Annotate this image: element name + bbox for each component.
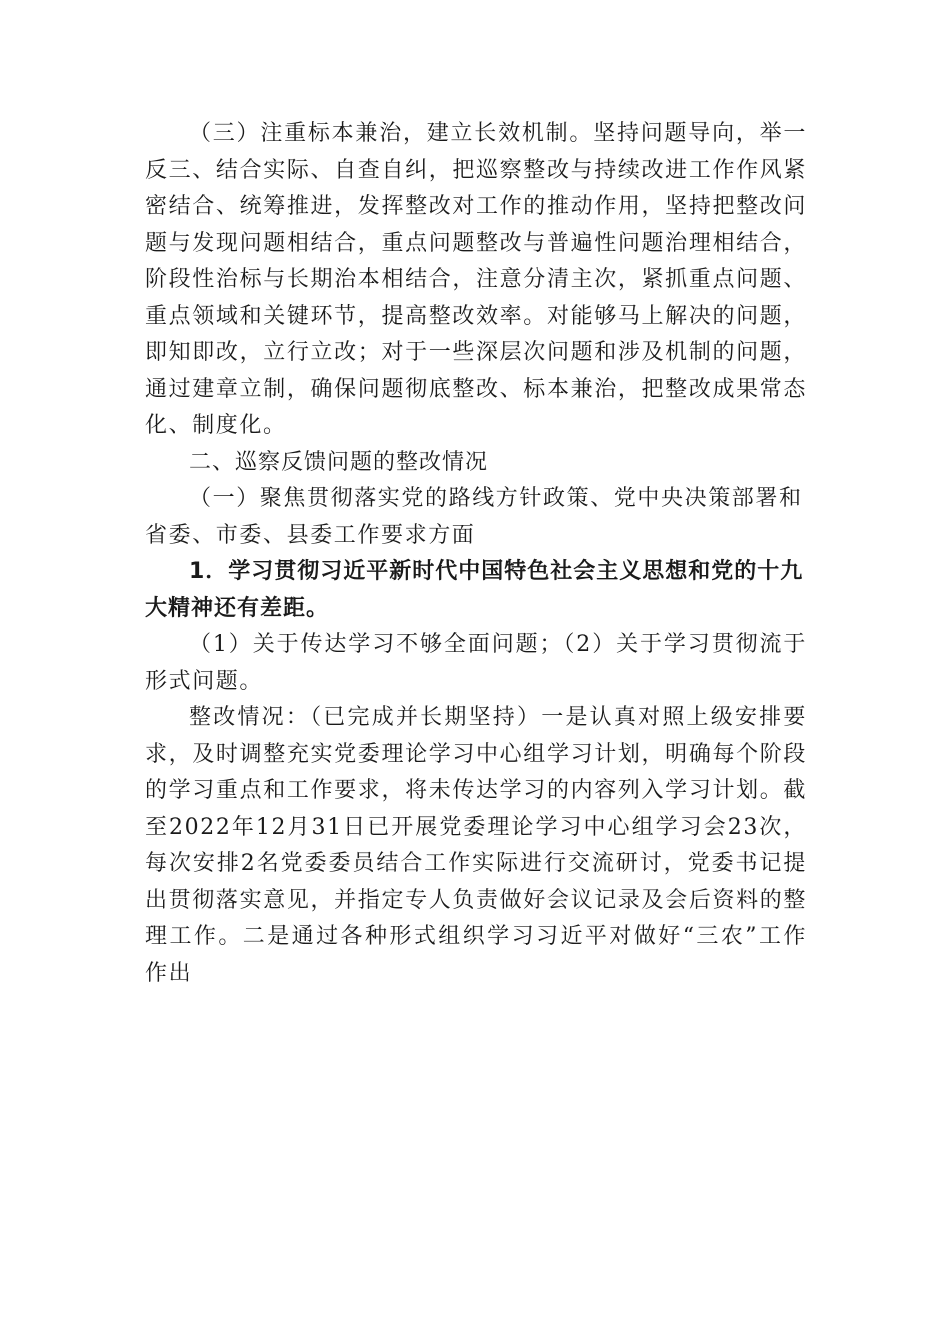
paragraph-lead: （三）注重标本兼治，建立长效机制。 — [189, 121, 594, 146]
subsection-heading-policy-implementation: （一）聚焦贯彻落实党的路线方针政策、党中央决策部署和省委、市委、县委工作要求方面 — [145, 486, 803, 548]
paragraph-rectification-status: 整改情况：（已完成并长期坚持）一是认真对照上级安排要求，及时调整充实党委理论学习中心组学习计划，明确每个阶段的学习重点和工作要求，将未传达学习的内容列入学习计划。截至2022年12月31日已开展党委理论学习中心组学习会23次，每次安排2名党委委员结合工作实际进行交流研讨，党委书记提出贯彻落实意见，并指定专人负责做好会议记录及会后资料的整理工作。二是通过各种形式组织学习习近平对做好“三农”工作作出 — [145, 705, 807, 986]
paragraph-issues-list: （1）关于传达学习不够全面问题；（2）关于学习贯彻流于形式问题。 — [145, 632, 807, 694]
section-heading-rectification-status: 二、巡察反馈问题的整改情况 — [189, 449, 489, 475]
paragraph-body: 坚持问题导向，举一反三、结合实际、自查自纠，把巡察整改与持续改进工作作风紧密结合、统筹推进，发挥整改对工作的推动作用，坚持把整改问题与发现问题相结合，重点问题整改与普遍性问题治理相结合，阶段性治标与长期治本相结合，注意分清主次，紧抓重点问题、重点领域和关键环节，提高整改效率。对能够马上解决的问题，即知即改，立行立改；对于一些深层次问题和涉及机制的问题，通过建章立制，确保问题彻底整改、标本兼治，把整改成果常态化、制度化。 — [145, 121, 807, 438]
document-page — [145, 116, 807, 992]
item-heading-study-gap: 1．学习贯彻习近平新时代中国特色社会主义思想和党的十九大精神还有差距。 — [145, 559, 804, 621]
paragraph-long-term-mechanism — [145, 116, 807, 445]
